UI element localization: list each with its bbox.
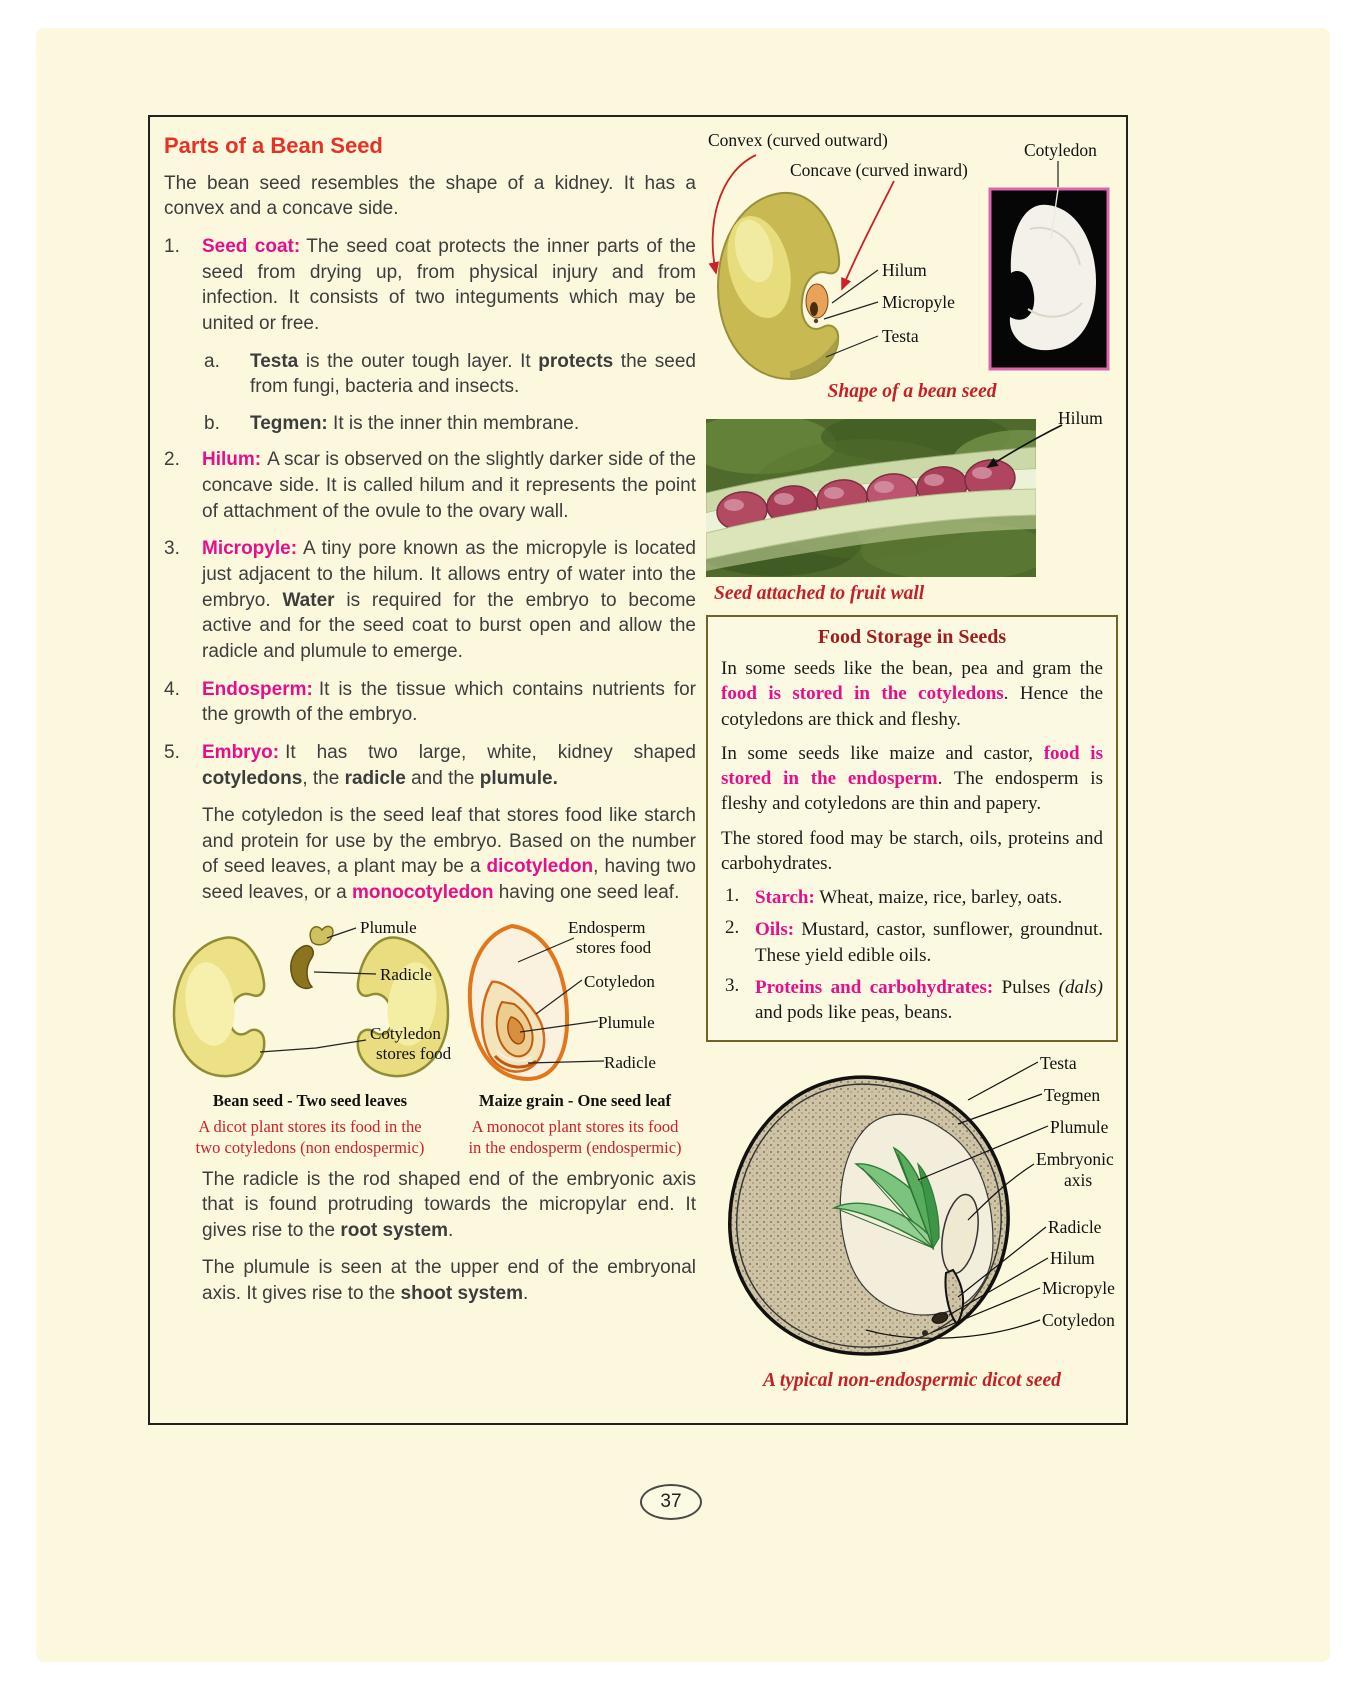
cotyledon-label: Cotyledon xyxy=(370,1023,441,1043)
food-list-item-proteins: 3. Proteins and carbohydrates: Pulses (dals) and pods like peas, beans. xyxy=(725,974,1103,1024)
food-box-title: Food Storage in Seeds xyxy=(817,626,1007,648)
convex-label: Convex (curved outward) xyxy=(708,130,888,150)
list-item-embryo: 5. Embryo: It has two large, white, kidney shaped cotyledons, the radicle and the plumule. xyxy=(164,741,696,789)
maize-illustration xyxy=(456,918,694,1086)
maize-figure xyxy=(456,918,694,1159)
cotyledon-label: Cotyledon xyxy=(1042,1310,1115,1331)
intro-paragraph: The bean seed resembles the shape of a kidney. It has a convex and a concave side. xyxy=(164,172,696,220)
plumule-paragraph: The plumule is seen at the upper end of the embryonal axis. It gives rise to the shoot system. xyxy=(202,1257,696,1305)
radicle-label: Radicle xyxy=(1048,1217,1102,1238)
bean-figure-caption: Bean seed - Two seed leaves xyxy=(212,1090,408,1110)
pod-photo xyxy=(706,409,1118,605)
food-paragraph-3: The stored food may be starch, oils, proteins and carbohydrates. xyxy=(721,827,1103,874)
pod-figure-caption: Seed attached to fruit wall xyxy=(714,583,925,604)
list-item-hilum: 2. Hilum: A scar is observed on the slightly darker side of the concave side. It is called hilum and it represents the point of attachment of the ovule to the ovary wall. xyxy=(164,449,696,522)
plumule-label: Plumule xyxy=(598,1012,655,1032)
food-paragraph-2: In some seeds like maize and castor, food is stored in the endosperm. The endosperm is fleshy and cotyledons are thin and papery. xyxy=(721,742,1103,815)
bean-figure-note: A dicot plant stores its food in the two cotyledons (non endospermic) xyxy=(195,1116,425,1157)
hilum-label: Hilum xyxy=(882,260,927,280)
radicle-label: Radicle xyxy=(604,1052,656,1072)
shape-of-bean-seed-figure xyxy=(706,131,1118,403)
plumule-label: Plumule xyxy=(360,917,417,937)
cotyledon-label: Cotyledon xyxy=(584,971,655,991)
food-storage-box xyxy=(706,615,1118,1042)
section-heading: Parts of a Bean Seed xyxy=(164,133,383,158)
dicot-figure-caption: A typical non-endospermic dicot seed xyxy=(763,1370,1061,1392)
cotyledon-label: Cotyledon xyxy=(1024,140,1097,160)
plumule-label: Plumule xyxy=(1050,1117,1109,1138)
cotyledon-paragraph: The cotyledon is the seed leaf that stores food like starch and protein for use by the embryo. Based on the number of seed leaves, a plant may be a dicotyledon, having two seed leaves, or a monocotyledon having one seed leaf. xyxy=(202,805,696,904)
micropyle-label: Micropyle xyxy=(882,292,955,312)
radicle-paragraph: The radicle is the rod shaped end of the embryonic axis that is found protruding towards the micropylar end. It gives rise to the root system. xyxy=(202,1168,696,1241)
list-item-micropyle: 3. Micropyle: A tiny pore known as the micropyle is located just adjacent to the hilum. It allows entry of water into the embryo. Water is required for the embryo to become active and for the seed coat to burst open and allow the radicle and plumule to emerge. xyxy=(164,538,697,662)
page-number: 37 xyxy=(640,1484,702,1520)
maize-figure-note: A monocot plant stores its food in the endosperm (endospermic) xyxy=(468,1116,682,1157)
hilum-label: Hilum xyxy=(1058,408,1103,428)
concave-label: Concave (curved inward) xyxy=(790,160,968,180)
list-item-endosperm: 4. Endosperm: It is the tissue which contains nutrients for the growth of the embryo. xyxy=(164,678,696,726)
left-column xyxy=(164,129,696,1319)
food-list-item-oils: 2. Oils: Mustard, castor, sunflower, groundnut. These yield edible oils. xyxy=(725,917,1103,966)
endosperm-label-2: stores food xyxy=(576,937,652,957)
list-item-testa: a. Testa is the outer tough layer. It protects the seed from fungi, bacteria and insects. xyxy=(204,350,696,398)
dicot-seed-figure xyxy=(706,1052,1118,1392)
content-frame xyxy=(148,115,1128,1425)
embryonic-axis-label: Embryonic xyxy=(1036,1149,1114,1170)
bean-seed-figure xyxy=(164,918,456,1159)
radicle-label: Radicle xyxy=(380,964,432,984)
food-paragraph-1: In some seeds like the bean, pea and gram the food is stored in the cotyledons. Hence the cotyledons are thick and fleshy. xyxy=(721,658,1103,730)
cotyledon-label-2: stores food xyxy=(376,1043,452,1063)
maize-figure-caption: Maize grain - One seed leaf xyxy=(479,1090,671,1110)
embryonic-axis-label-2: axis xyxy=(1064,1170,1093,1191)
shape-figure-caption: Shape of a bean seed xyxy=(827,381,997,402)
seed-diagrams-row xyxy=(164,918,696,1159)
micropyle-label: Micropyle xyxy=(1042,1278,1115,1299)
right-column xyxy=(706,131,1118,1392)
list-item-seed-coat: 1. Seed coat: The seed coat protects the inner parts of the seed from drying up, from physical injury and from infection. It consists of two integuments which may be united or free. xyxy=(164,235,696,334)
testa-label: Testa xyxy=(1040,1053,1077,1074)
pod-photo-figure xyxy=(706,409,1118,605)
endosperm-label: Endosperm xyxy=(568,917,646,937)
paper-background xyxy=(36,28,1330,1662)
food-list-item-starch: 1. Starch: Wheat, maize, rice, barley, oats. xyxy=(725,885,1063,909)
tegmen-label: Tegmen xyxy=(1044,1085,1101,1106)
testa-label: Testa xyxy=(882,326,919,346)
list-item-tegmen: b. Tegmen: It is the inner thin membrane. xyxy=(204,412,580,434)
hilum-label: Hilum xyxy=(1050,1248,1095,1269)
